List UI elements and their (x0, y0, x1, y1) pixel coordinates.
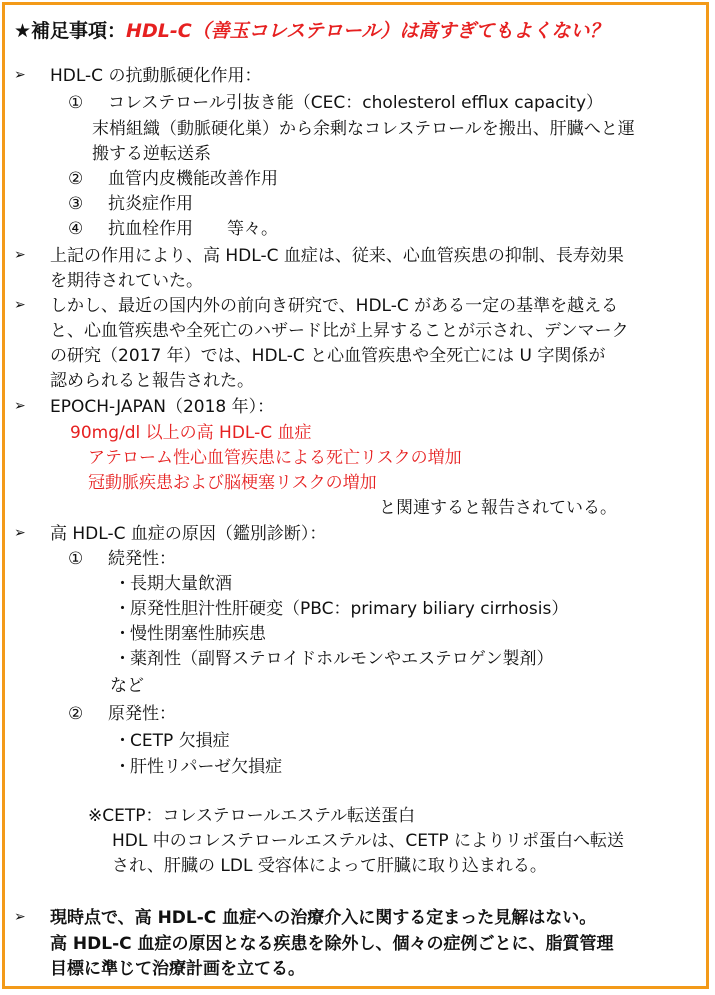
cause-number: ② (68, 704, 84, 724)
bullet-icon: ➢ (14, 297, 26, 313)
bullet-icon: ➢ (14, 909, 26, 925)
cause-label: 原発性： (108, 704, 176, 724)
list-bullet: ・ (114, 574, 131, 594)
cause-label: 続発性： (108, 549, 176, 569)
item-description: 搬する逆転送系 (92, 144, 211, 164)
recent-text: の研究（2017 年）では、HDL-C と心血管疾患や全死亡には U 字関係が (50, 346, 606, 366)
epoch-risk: 冠動脈疾患および脳梗塞リスクの増加 (88, 473, 377, 493)
conclusion-text: 現時点で、高 HDL-C 血症への治療介入に関する定まった見解はない。 (50, 908, 597, 928)
list-bullet: ・ (114, 599, 131, 619)
item-text: 血管内皮機能改善作用 (108, 169, 278, 189)
epoch-conclusion: と関連すると報告されている。 (379, 498, 617, 518)
cetp-note-heading: ※CETP：コレステロールエステル転送蛋白 (88, 806, 416, 826)
expectation-text: 上記の作用により、高 HDL-C 血症は、従来、心血管疾患の抑制、長寿効果 (50, 246, 624, 266)
cetp-note-line: HDL 中のコレステロールエステルは、CETP によりリポ蛋白へ転送 (112, 831, 625, 851)
epoch-heading: EPOCH-JAPAN（2018 年）： (50, 397, 275, 417)
list-bullet: ・ (114, 624, 131, 644)
cause-etc: など (110, 676, 144, 696)
item-number: ① (68, 93, 84, 113)
title-highlight: HDL-C（善玉コレステロール）は高すぎてもよくない？ (126, 20, 609, 42)
item-number: ③ (68, 194, 84, 214)
cause-item: 慢性閉塞性肺疾患 (130, 624, 266, 644)
cause-item: 原発性胆汁性肝硬変（PBC：primary biliary cirrhosis） (130, 599, 569, 619)
recent-text: と、心血管疾患や全死亡のハザード比が上昇することが示され、デンマーク (50, 321, 629, 341)
cause-number: ① (68, 549, 84, 569)
bullet-icon: ➢ (14, 525, 26, 541)
conclusion-text: 目標に準じて治療計画を立てる。 (50, 959, 305, 979)
item-text: 抗炎症作用 (108, 194, 193, 214)
cause-item: 肝性リパーゼ欠損症 (130, 757, 283, 777)
list-bullet: ・ (114, 649, 131, 669)
list-bullet: ・ (114, 731, 131, 751)
epoch-threshold: 90mg/dl 以上の高 HDL-C 血症 (70, 423, 312, 443)
epoch-risk: アテローム性心血管疾患による死亡リスクの増加 (88, 448, 462, 468)
cetp-note-line: され、肝臓の LDL 受容体によって肝臓に取り込まれる。 (112, 856, 547, 876)
item-number: ② (68, 169, 84, 189)
bullet-icon: ➢ (14, 247, 26, 263)
bullet-icon: ➢ (14, 398, 26, 414)
title-prefix: ★補足事項： (14, 20, 127, 42)
page-title (14, 19, 608, 43)
conclusion-text: 高 HDL-C 血症の原因となる疾患を除外し、個々の症例ごとに、脂質管理 (50, 934, 614, 954)
cause-item: 長期大量飲酒 (130, 574, 232, 594)
item-text: コレステロール引抜き能（CEC：cholesterol efflux capacity） (108, 93, 604, 113)
item-number: ④ (68, 219, 84, 239)
expectation-text: を期待されていた。 (50, 271, 203, 291)
recent-text: 認められると報告された。 (50, 371, 254, 391)
item-text: 抗血栓作用 等々。 (108, 219, 278, 239)
bullet-icon: ➢ (14, 67, 26, 83)
recent-text: しかし、最近の国内外の前向き研究で、HDL-C がある一定の基準を越える (50, 296, 619, 316)
antiatherogenic-heading: HDL-C の抗動脈硬化作用： (50, 66, 262, 86)
item-description: 末梢組織（動脈硬化巣）から余剰なコレステロールを搬出、肝臓へと運 (92, 119, 635, 139)
list-bullet: ・ (114, 757, 131, 777)
cause-item: 薬剤性（副腎ステロイドホルモンやエステロゲン製剤） (130, 649, 554, 669)
causes-heading: 高 HDL-C 血症の原因（鑑別診断）： (50, 524, 327, 544)
cause-item: CETP 欠損症 (130, 731, 230, 751)
